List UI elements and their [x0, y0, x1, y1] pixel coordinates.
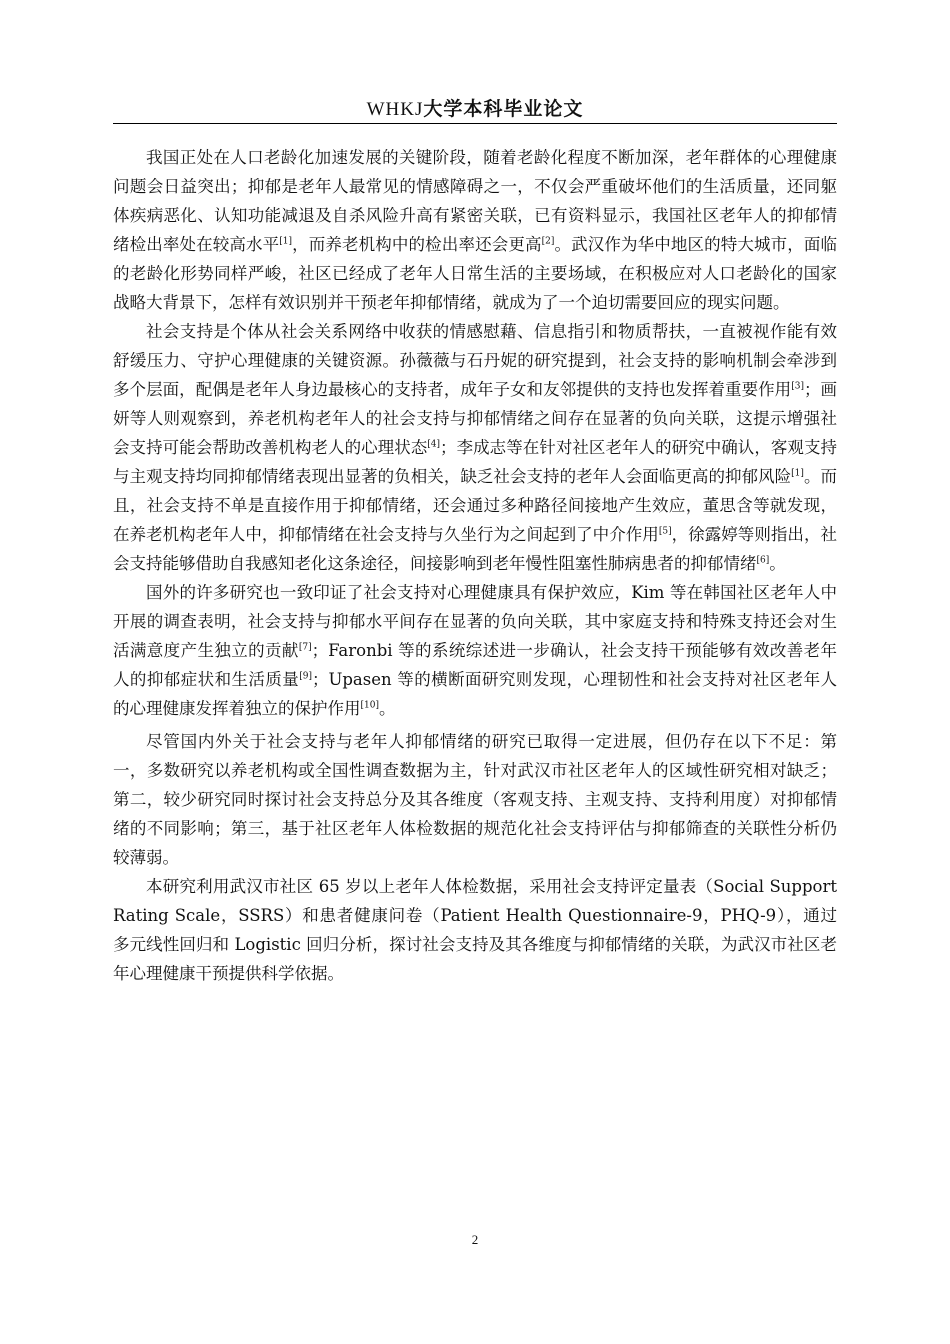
- paragraph-2: [113, 317, 837, 578]
- paragraph-5: [113, 872, 837, 988]
- citation: [3]: [791, 381, 804, 392]
- text-run: ，徐露婷等则指出，社会支持能够借助自我感知老化这条途径，间接影响到老年慢性阻塞性肺病患者的抑郁情绪: [113, 525, 838, 573]
- header-rule: [113, 123, 837, 124]
- paragraph-3: [113, 578, 837, 723]
- citation: [7]: [298, 642, 312, 653]
- citation: [2]: [541, 236, 555, 247]
- text-run: ；Upasen 等的横断面研究则发现，心理韧性和社会支持对社区老年人的心理健康发挥着独立的保护作用: [113, 670, 838, 718]
- header-title: 大学本科毕业论文: [423, 98, 584, 120]
- citation: [10]: [360, 700, 379, 711]
- citation: [1]: [279, 236, 293, 247]
- text-run: 。武汉作为华中地区的特大城市，面临的老龄化形势同样严峻，社区已经成了老年人日常生活的主要场域，在积极应对人口老龄化的国家战略大背景下，怎样有效识别并干预老年抑郁情绪，就成为了一个迫切需要回应的现实问题。: [113, 235, 838, 312]
- citation: [5]: [658, 526, 672, 537]
- text-run: 。而且，社会支持不单是直接作用于抑郁情绪，还会通过多种路径间接地产生效应，董思含等就发现，在养老机构老年人中，抑郁情绪在社会支持与久坐行为之间起到了中介作用: [113, 467, 838, 544]
- citation: [9]: [299, 671, 312, 682]
- text-run: 我国正处在人口老龄化加速发展的关键阶段，随着老龄化程度不断加深，老年群体的心理健康问题会日益突出；抑郁是老年人最常见的情感障碍之一，不仅会严重破坏他们的生活质量，还同躯体疾病恶化、认知功能减退及自杀风险升高有紧密关联，已有资料显示，我国社区老年人的抑郁情绪检出率处在较高水平: [113, 148, 837, 254]
- text-run: ，而养老机构中的检出率还会更高: [292, 235, 542, 254]
- text-run: 。: [378, 699, 396, 718]
- text-run: ；画妍等人则观察到，养老机构老年人的社会支持与抑郁情绪之间存在显著的负向关联，这提示增强社会支持可能会帮助改善机构老人的心理状态: [113, 380, 838, 457]
- citation: [4]: [427, 439, 441, 450]
- paragraph-1: [113, 143, 837, 317]
- text-run: ；李成志等在针对社区老年人的研究中确认，客观支持与主观支持均同抑郁情绪表现出显著的负相关，缺乏社会支持的老年人会面临更高的抑郁风险: [113, 438, 838, 486]
- body-text: [113, 143, 837, 988]
- text-run: 国外的许多研究也一致印证了社会支持对心理健康具有保护效应，Kim 等在韩国社区老年人中开展的调查表明，社会支持与抑郁水平间存在显著的负向关联，其中家庭支持和特殊支持还会对生活满意度产生独立的贡献: [113, 583, 837, 660]
- text-run: 社会支持是个体从社会关系网络中收获的情感慰藉、信息指引和物质帮扶，一直被视作能有效舒缓压力、守护心理健康的关键资源。孙薇薇与石丹妮的研究提到，社会支持的影响机制会牵涉到多个层面，配偶是老年人身边最核心的支持者，成年子女和友邻提供的支持也发挥着重要作用: [113, 322, 837, 399]
- text-run: 本研究利用武汉市社区 65 岁以上老年人体检数据，采用社会支持评定量表（Social Support Rating Scale，SSRS）和患者健康问卷（Patient Health Questionnaire-9，PHQ-9），通过多元线性回归和 Logistic 回归分析，探讨社会支持及其各维度与抑郁情绪的关联，为武汉市社区老年心理健康干预提供科学依据。: [113, 877, 837, 983]
- running-header: [113, 96, 837, 123]
- paragraph-4: [113, 727, 837, 872]
- text-run: ；Faronbi 等的系统综述进一步确认，社会支持干预能够有效改善老年人的抑郁症状和生活质量: [113, 641, 837, 689]
- citation: [6]: [756, 555, 770, 566]
- text-run: 尽管国内外关于社会支持与老年人抑郁情绪的研究已取得一定进展，但仍存在以下不足：第一，多数研究以养老机构或全国性调查数据为主，针对武汉市社区老年人的区域性研究相对缺乏；第二，较少研究同时探讨社会支持总分及其各维度（客观支持、主观支持、支持利用度）对抑郁情绪的不同影响；第三，基于社区老年人体检数据的规范化社会支持评估与抑郁筛查的关联性分析仍较薄弱。: [113, 732, 837, 867]
- text-run: 。: [769, 554, 786, 573]
- citation: [1]: [791, 468, 804, 479]
- page-number: 2: [471, 1232, 479, 1247]
- header-latin: WHKJ: [366, 99, 424, 120]
